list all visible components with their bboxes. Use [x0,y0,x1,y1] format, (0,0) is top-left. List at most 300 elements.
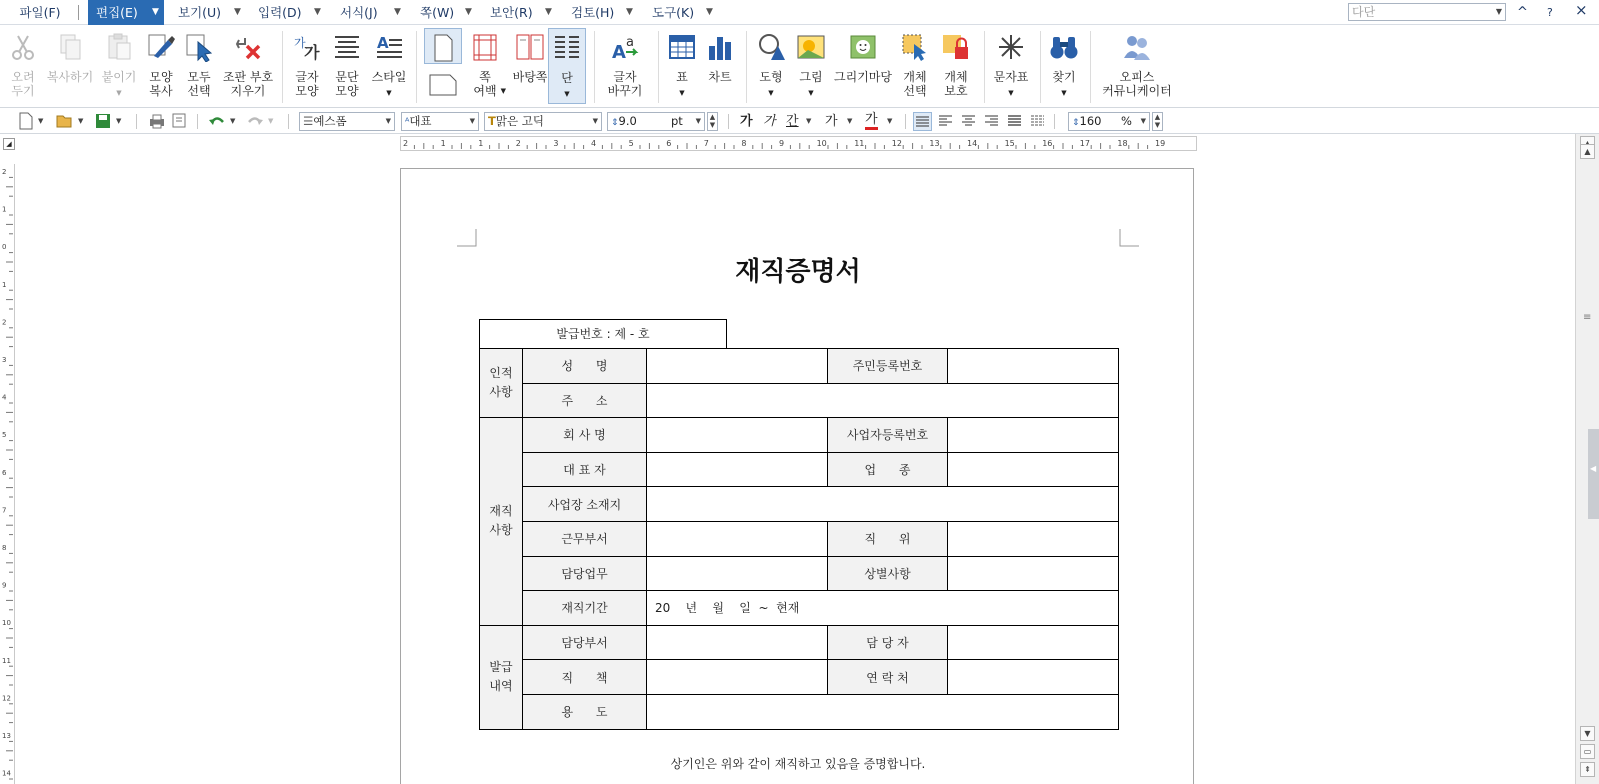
font-size-value: 9.0 [618,114,637,128]
special-value-cell[interactable] [948,556,1119,591]
page-view-button[interactable] [1580,744,1595,759]
style-button[interactable] [368,28,410,104]
special-label-cell[interactable]: 상별사항 [828,556,948,591]
chevron-down-icon[interactable]: ▼ [394,7,401,17]
table-row [480,521,1119,556]
underline-button[interactable] [786,112,799,131]
menu-tools-label: 도구(K) [652,5,695,20]
document-page[interactable] [400,168,1194,784]
caret-up-icon: ▲ [1584,147,1591,156]
issue-dept-value-cell[interactable] [647,625,828,660]
chevron-down-icon[interactable]: ▼ [268,117,274,125]
table-row [480,418,1119,453]
landscape-button[interactable] [424,67,462,101]
font-combo-value: 맑은 고딕 [495,114,544,128]
font-size-spinner[interactable] [707,112,718,131]
ribbon-separator [1090,31,1091,103]
undo-button[interactable] [208,112,226,131]
align-right-icon [983,112,1000,129]
chevron-down-icon: ▼ [1008,89,1014,97]
clear-format-button[interactable] [220,28,276,104]
table-label: 표 [676,70,688,84]
portrait-page-icon [428,33,458,63]
cut-button[interactable] [4,28,42,104]
chevron-down-icon: ▼ [469,117,475,125]
duty-value-cell[interactable] [647,556,828,591]
center-align-button[interactable] [960,112,977,131]
industry-value-cell[interactable] [948,452,1119,487]
paste-label: 붙이기 [101,70,137,84]
position-label-cell[interactable]: 직 위 [828,521,948,556]
protect-object-button[interactable] [936,28,976,104]
close-icon: × [1575,1,1588,19]
ruler-label: 6 [666,139,672,148]
chevron-down-icon: ▼ [1061,89,1067,97]
line-spacing-combo[interactable] [1068,112,1150,131]
workplace-label-cell[interactable]: 사업장 소재지 [523,487,647,522]
people-icon [1122,32,1152,62]
font-size-unit: pt [671,114,683,128]
format-copy-button[interactable] [143,28,179,104]
title-value-cell[interactable] [647,660,828,695]
find-button[interactable] [1046,28,1082,104]
chevron-down-icon[interactable]: ▼ [847,117,853,125]
copy-button[interactable] [44,28,96,104]
chevron-down-icon: ▼ [500,87,506,95]
binoculars-icon [1049,32,1079,62]
menu-edit-label: 편집(E) [96,5,138,20]
menu-security[interactable] [490,0,560,25]
scissors-icon [8,32,38,62]
para-shape-label: 문단 모양 [335,70,359,98]
svg-text:가: 가 [294,36,306,50]
toolbar-separator [728,114,729,129]
ruler-label: 1 [2,280,7,289]
svg-text:A: A [377,34,389,52]
period-value-cell[interactable]: 20 년 월 일 ~ 현재 [647,591,1119,626]
picture-icon [796,32,826,62]
line-spacing-spinner[interactable] [1152,112,1163,131]
table-row [480,452,1119,487]
office-communicator-label: 오피스 커뮤니케이터 [1102,70,1172,98]
menu-file-label: 파일(F) [19,5,61,20]
chevron-down-icon[interactable]: ▼ [887,117,893,125]
group-personal-cell[interactable]: 인적 사항 [480,349,523,418]
replace-label: 글자 바꾸기 [607,70,643,98]
print-preview-icon [170,112,188,130]
ruler-label: 9 [2,581,7,590]
page-margin-button[interactable] [464,28,506,104]
document-title[interactable]: 재직증명서 [735,257,861,287]
toolbar-separator [288,114,289,129]
caret-up-icon: ^ [1517,5,1528,20]
ruler-label: 0 [2,243,7,252]
crop-mark [457,229,477,247]
chevron-down-icon[interactable]: ▼ [78,117,84,125]
select-object-label: 개체 선택 [903,70,927,98]
chevron-down-icon: ▼ [679,89,685,97]
chevron-down-icon: ▼ [768,89,774,97]
title-label-cell[interactable]: 직 책 [523,660,647,695]
undo-icon [208,112,226,130]
ruler-label: 5 [628,139,634,148]
menu-tools[interactable] [652,0,722,25]
page-margin-label: 쪽 여백 [473,70,497,98]
bar-chart-icon [705,32,735,62]
chevron-down-icon: ▼ [808,89,814,97]
ruler-label: 5 [2,431,7,440]
scroll-up-button[interactable] [1580,144,1595,159]
font-color-icon: 가 [865,112,878,127]
open-file-button[interactable] [56,112,74,131]
chevron-down-icon: ▼ [695,117,701,125]
chevron-down-icon[interactable]: ▼ [314,7,321,17]
clear-marks-icon [233,32,263,62]
bizno-label-cell[interactable]: 사업자등록번호 [828,418,948,453]
drawing-gallery-label: 그리기마당 [834,70,892,84]
paste-button[interactable] [98,28,140,104]
caret-down-icon: ▼ [1584,729,1591,738]
align-distribute-icon [1006,112,1023,129]
ruler-label: 7 [703,139,709,148]
save-button[interactable] [95,112,111,131]
background-page-button[interactable] [508,28,552,104]
ribbon-separator [658,31,659,103]
company-value-cell[interactable] [647,418,828,453]
certificate-table[interactable] [479,348,1119,730]
address-label-cell[interactable]: 주 소 [523,383,647,418]
help-button[interactable] [1547,5,1553,20]
replace-icon [610,32,640,62]
lock-icon [941,32,971,62]
underline-icon: 간 [786,114,799,129]
ruler-label: 13 [929,139,940,148]
right-align-button[interactable] [983,112,1000,131]
manager-label-cell[interactable]: 담 당 자 [828,625,948,660]
ruler-label: 2 [2,318,7,327]
symbol-icon [996,32,1026,62]
style-label: 스타일 [371,70,407,84]
workplace-value-cell[interactable] [647,487,1119,522]
ribbon [0,25,1599,108]
strikethrough-button[interactable] [825,112,838,131]
chart-button[interactable] [702,28,738,104]
contact-value-cell[interactable] [948,660,1119,695]
office-communicator-button[interactable] [1096,28,1178,104]
ruler-label: 17 [1079,139,1090,148]
table-row [480,487,1119,522]
ribbon-separator [746,31,747,103]
chevron-down-icon: ▼ [385,117,391,125]
ruler-label: 14 [2,769,11,778]
menu-view[interactable] [178,0,248,25]
prev-page-button[interactable] [1580,762,1595,777]
char-shape-icon [292,32,322,62]
page-up-icon: ⇞ [1584,765,1591,774]
menu-separator [78,5,79,20]
language-combo[interactable] [401,112,479,131]
chevron-down-icon[interactable]: ▼ [465,7,472,17]
bold-icon: 가 [740,114,753,129]
left-align-button[interactable] [937,112,954,131]
ceo-label-cell[interactable]: 대 표 자 [523,452,647,487]
quick-search-combo[interactable] [1348,3,1506,21]
menu-format-label: 서식(J) [340,5,378,20]
menu-review-label: 검토(H) [571,5,615,20]
redo-icon [246,112,264,130]
columns-icon [552,33,582,63]
chevron-down-icon[interactable]: ▼ [152,7,159,17]
chevron-down-icon[interactable]: ▼ [234,7,241,17]
ribbon-minimize-button[interactable] [1517,5,1528,20]
bizno-value-cell[interactable] [948,418,1119,453]
certification-statement[interactable]: 상기인은 위와 같이 재직하고 있음을 증명합니다. [670,757,926,771]
menu-format[interactable] [340,0,410,25]
copy-label: 복사하기 [46,70,94,84]
picture-label: 그림 [799,70,823,84]
strikethrough-icon: 가 [825,114,838,129]
ruler-label: 15 [1004,139,1015,148]
save-icon [95,112,111,130]
style-icon [374,32,404,62]
chevron-down-icon: ▼ [1140,117,1146,125]
chevron-down-icon[interactable]: ▼ [116,117,122,125]
justify-align-button[interactable] [913,112,932,131]
cut-label: 오려 두기 [11,70,35,98]
ribbon-separator [416,31,417,103]
chevron-down-icon[interactable]: ▼ [626,7,633,17]
ruler-label: 3 [553,139,559,148]
menu-page[interactable] [420,0,486,25]
quick-search-value: 다단 [1352,5,1376,19]
ruler-label: 16 [1042,139,1053,148]
division-align-button[interactable] [1029,112,1046,131]
copy-icon [55,32,85,62]
columns-label: 단 [561,71,573,85]
ruler-label: 11 [2,656,11,665]
chevron-down-icon[interactable]: ▼ [706,7,713,17]
spin-down-icon: ▼ [709,121,716,129]
spin-up-icon: ▲ [1154,113,1161,121]
replace-button[interactable] [602,28,648,104]
ruler-label: 2 [515,139,521,148]
ruler-label: 1 [440,139,446,148]
menu-view-label: 보기(U) [178,5,222,20]
protect-object-label: 개체 보호 [944,70,968,98]
menu-edit[interactable] [88,0,164,25]
align-justify-icon [914,113,931,130]
printer-icon [148,112,166,130]
ruler-label: 6 [2,468,7,477]
new-document-button[interactable] [18,112,34,131]
select-object-icon [900,32,930,62]
ruler-label: 7 [2,506,7,515]
line-spacing-value: 160 [1079,114,1102,128]
menu-insert[interactable] [258,0,328,25]
ruler-label: 8 [741,139,747,148]
line-spacing-icon: ⇕ [1072,118,1080,128]
dept-label-cell[interactable]: 근무부서 [523,521,647,556]
toolbar-separator [905,114,906,129]
chevron-down-icon: ▼ [116,89,122,97]
bold-button[interactable] [740,112,753,131]
vertical-ruler[interactable] [0,164,15,784]
toolbar-separator [1054,114,1055,129]
toolbar-separator [136,114,137,129]
ruler-label: 12 [891,139,902,148]
horizontal-ruler[interactable] [400,136,1197,151]
svg-text:A: A [612,42,626,62]
select-object-button[interactable] [896,28,934,104]
char-shape-label: 글자 모양 [295,70,319,98]
purpose-value-cell[interactable] [647,694,1119,729]
redo-button[interactable] [246,112,264,131]
style-combo[interactable] [299,112,395,131]
drawing-gallery-button[interactable] [832,28,894,104]
industry-label-cell[interactable]: 업 종 [828,452,948,487]
new-document-icon [18,112,34,130]
ceo-value-cell[interactable] [647,452,828,487]
ruler-label: 3 [2,356,7,364]
name-value-cell[interactable] [647,349,828,384]
folder-open-icon [56,112,74,130]
table-row [480,660,1119,695]
ruler-label: 10 [816,139,827,148]
line-spacing-unit: % [1121,114,1132,128]
paragraph-icon [332,32,362,62]
ruler-label: 1 [478,139,484,148]
chevron-down-icon: ▼ [386,89,392,97]
rrn-label-cell[interactable]: 주민등록번호 [828,349,948,384]
table-row [480,349,1119,384]
char-map-label: 문자표 [993,70,1029,84]
ribbon-separator [594,31,595,103]
select-all-button[interactable] [181,28,217,104]
style-combo-value: 예스폼 [313,114,347,128]
landscape-page-icon [428,69,458,99]
table-row [480,625,1119,660]
address-value-cell[interactable] [647,383,1119,418]
chevron-down-icon[interactable]: ▼ [38,117,44,125]
issue-dept-label-cell[interactable]: 담당부서 [523,625,647,660]
ruler-label: 4 [2,393,7,402]
portrait-button[interactable] [424,28,462,64]
clipboard-icon [104,32,134,62]
menu-bar [0,0,1599,25]
dept-value-cell[interactable] [647,521,828,556]
period-label-cell[interactable]: 재직기간 [523,591,647,626]
vertical-scrollbar[interactable] [1575,134,1599,784]
distribute-align-button[interactable] [1006,112,1023,131]
ruler-label: 13 [2,732,11,740]
table-row [480,591,1119,626]
issue-number-box[interactable]: 발급번호 : 제 - 호 [479,319,727,349]
svg-text:a: a [626,35,634,50]
chevron-down-icon: ▼ [1495,7,1502,16]
format-copy-label: 모양 복사 [149,70,173,98]
chevron-down-icon[interactable]: ▼ [545,7,552,17]
company-label-cell[interactable]: 회 사 명 [523,418,647,453]
font-size-combo[interactable] [607,112,705,131]
truetype-icon: T [488,114,496,128]
page-margin-icon [470,32,500,62]
ruler-ticks [401,137,1196,150]
group-employment-cell[interactable]: 재직 사항 [480,418,523,626]
menu-page-label: 쪽(W) [420,5,455,20]
ruler-label: 10 [2,619,11,628]
position-value-cell[interactable] [948,521,1119,556]
ruler-label: 1 [2,205,7,214]
manager-value-cell[interactable] [948,625,1119,660]
columns-button[interactable] [548,28,586,104]
char-map-button[interactable] [990,28,1032,104]
paragraph-style-icon: ☰ [303,114,314,128]
shapes-icon [756,32,786,62]
ruler-label: 11 [854,139,865,148]
page-icon: ▭ [1583,747,1592,756]
chart-label: 차트 [708,70,732,84]
duty-label-cell[interactable]: 담당업무 [523,556,647,591]
ruler-corner-button[interactable] [3,138,15,150]
ruler-label: 19 [1155,139,1166,148]
name-label-cell[interactable]: 성 명 [523,349,647,384]
group-issue-cell[interactable]: 발급 내역 [480,625,523,729]
ruler-label: 9 [779,139,785,148]
shape-button[interactable] [752,28,790,104]
picture-button[interactable] [792,28,830,104]
chevron-down-icon[interactable]: ▼ [230,117,236,125]
font-color-button[interactable] [865,112,878,130]
ruler-label: 4 [591,139,597,148]
rrn-value-cell[interactable] [948,349,1119,384]
contact-label-cell[interactable]: 연 락 처 [828,660,948,695]
menu-review[interactable] [571,0,641,25]
menu-file[interactable] [12,0,68,25]
scroll-thumb[interactable] [1588,429,1599,519]
language-icon: ᴬ [405,117,410,128]
font-combo[interactable] [484,112,602,131]
para-shape-button[interactable] [328,28,366,104]
ruler-label: 2 [2,168,7,176]
caret-down-icon: ◢ [6,140,12,148]
print-preview-button[interactable] [170,112,188,131]
ruler-label: 18 [1117,139,1128,148]
split-handle-icon[interactable]: ≡ [1583,312,1592,323]
clear-format-label: 조판 부호 지우기 [222,70,274,98]
chevron-down-icon[interactable]: ▼ [806,117,812,125]
find-label: 찾기 [1052,70,1076,84]
svg-text:가: 가 [304,43,320,62]
caret-left-icon: ◀ [1590,464,1597,473]
ribbon-separator [984,31,985,103]
table-row [480,383,1119,418]
print-button[interactable] [148,112,166,131]
italic-button[interactable] [763,112,776,131]
table-icon [667,32,697,62]
purpose-label-cell[interactable]: 용 도 [523,694,647,729]
ruler-label: 14 [967,139,978,148]
close-button[interactable] [1575,3,1588,18]
background-page-label: 바탕쪽 [512,70,548,84]
italic-icon: 가 [763,114,776,129]
font-size-icon: ⇕ [611,118,619,128]
char-shape-button[interactable] [288,28,326,104]
scroll-down-button[interactable] [1580,726,1595,741]
shape-label: 도형 [759,70,783,84]
table-button[interactable] [664,28,700,104]
align-center-icon [960,112,977,129]
align-division-icon [1029,112,1046,129]
